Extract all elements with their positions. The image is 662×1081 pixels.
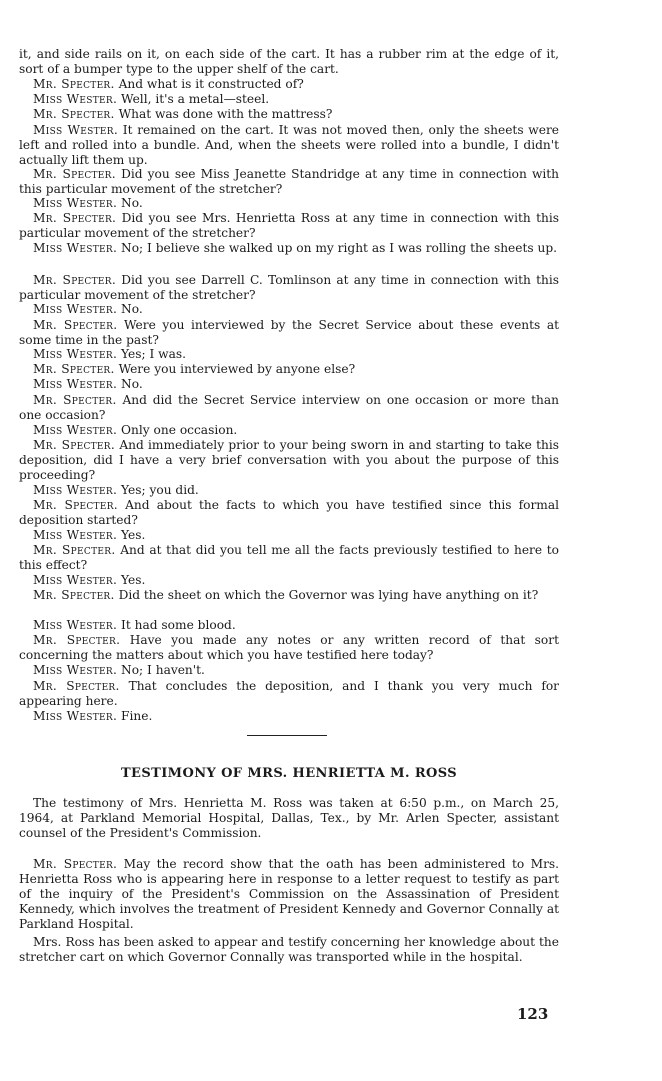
- speaker-label: Mr. Specter.: [33, 362, 115, 376]
- paragraph: Mr. Specter. Did the sheet on which the Governor was lying have anything on it?: [33, 588, 539, 602]
- speaker-label: Miss Wester.: [33, 241, 118, 255]
- intro-paragraph: The testimony of Mrs. Henrietta M. Ross was taken at 6:50 p.m., on March 25, 1964, at Parkland Memorial Hospital, Dallas, Tex., by Mr. Arlen Specter, assistant counsel of the President's Commission.: [19, 796, 559, 840]
- paragraph: Miss Wester. No.: [33, 302, 143, 316]
- paragraph: Miss Wester. No; I haven't.: [33, 663, 205, 677]
- speaker-label: Miss Wester.: [33, 302, 118, 316]
- speaker-label: Miss Wester.: [33, 528, 118, 542]
- paragraph: Miss Wester. It remained on the cart. It was not moved then, only the sheets were left and rolled into a bundle. And, when the sheets were rolled into a bundle, I didn't actually lift them up.: [19, 123, 559, 167]
- paragraph: Mr. Specter. That concludes the deposition, and I thank you very much for appearing here.: [19, 679, 559, 708]
- speaker-label: Miss Wester.: [33, 92, 118, 106]
- paragraph: Miss Wester. Only one occasion.: [33, 423, 238, 437]
- speaker-label: Miss Wester.: [33, 663, 118, 677]
- paragraph: Mr. Specter. May the record show that the oath has been administered to Mrs. Henrietta Ross who is appearing here in response to a letter request to testify as part of the inquiry of the President's Commission on the Assassination of President Kennedy, which involves the treatment of President Kennedy and Governor Connally at Parkland Hospital.: [19, 857, 560, 931]
- paragraph: Miss Wester. No; I believe she walked up on my right as I was rolling the sheets up.: [33, 241, 558, 255]
- speaker-label: Mr. Specter.: [33, 318, 118, 332]
- speaker-label: Mr. Specter.: [33, 588, 115, 602]
- page-number: 123: [517, 1005, 549, 1023]
- paragraph: Miss Wester. Yes; you did.: [33, 483, 199, 497]
- paragraph: Miss Wester. No.: [33, 377, 143, 391]
- paragraph: Miss Wester. Yes.: [33, 573, 146, 587]
- testimony-heading: TESTIMONY OF MRS. HENRIETTA M. ROSS: [120, 766, 458, 781]
- speaker-label: Miss Wester.: [33, 573, 118, 587]
- paragraph: Mr. Specter. Have you made any notes or any written record of that sort concerning the matters about which you have testified here today?: [19, 633, 559, 662]
- paragraph: it, and side rails on it, on each side of the cart. It has a rubber rim at the edge of it, sort of a bumper type to the upper shelf of the cart.: [19, 47, 559, 76]
- speaker-label: Mr. Specter.: [33, 438, 116, 452]
- speaker-label: Miss Wester.: [33, 196, 118, 210]
- speaker-label: Miss Wester.: [33, 347, 118, 361]
- speaker-label: Mr. Specter.: [33, 393, 117, 407]
- paragraph: Mr. Specter. And did the Secret Service interview on one occasion or more than one occasion?: [19, 393, 560, 422]
- paragraph: Mr. Specter. And about the facts to which you have testified since this formal deposition started?: [19, 498, 560, 527]
- speaker-label: Mr. Specter.: [33, 498, 118, 512]
- paragraph: Mrs. Ross has been asked to appear and testify concerning her knowledge about the stretcher cart on which Governor Connally was transported while in the hospital.: [19, 935, 559, 964]
- speaker-label: Mr. Specter.: [33, 77, 115, 91]
- paragraph: Mr. Specter. Were you interviewed by the Secret Service about these events at some time in the past?: [19, 318, 560, 347]
- paragraph: Mr. Specter. What was done with the mattress?: [33, 107, 333, 121]
- speaker-label: Miss Wester.: [33, 377, 118, 391]
- paragraph: Miss Wester. Yes.: [33, 528, 146, 542]
- paragraph: Miss Wester. Fine.: [33, 709, 153, 723]
- speaker-label: Mr. Specter.: [33, 211, 117, 225]
- paragraph: Mr. Specter. Did you see Mrs. Henrietta Ross at any time in connection with this particular movement of the stretcher?: [19, 211, 560, 240]
- paragraph: Mr. Specter. And what is it constructed of?: [33, 77, 304, 91]
- speaker-label: Miss Wester.: [33, 618, 118, 632]
- speaker-label: Mr. Specter.: [33, 107, 115, 121]
- paragraph: Miss Wester. No.: [33, 196, 143, 210]
- speaker-label: Miss Wester.: [33, 709, 118, 723]
- speaker-label: Miss Wester.: [33, 423, 118, 437]
- speaker-label: Mr. Specter.: [33, 857, 118, 871]
- paragraph: Mr. Specter. Did you see Darrell C. Tomlinson at any time in connection with this particular movement of the stretcher?: [19, 273, 560, 302]
- speaker-label: Mr. Specter.: [33, 273, 117, 287]
- paragraph: Mr. Specter. And immediately prior to your being sworn in and starting to take this deposition, did I have a very brief conversation with you about the purpose of this proceeding?: [19, 438, 560, 482]
- speaker-label: Miss Wester.: [33, 123, 119, 137]
- paragraph: Mr. Specter. Did you see Miss Jeanette Standridge at any time in connection with this particular movement of the stretcher?: [19, 167, 560, 196]
- paragraph: Miss Wester. It had some blood.: [33, 618, 236, 632]
- paragraph: Miss Wester. Yes; I was.: [33, 347, 186, 361]
- speaker-label: Mr. Specter.: [33, 543, 116, 557]
- section-divider: [247, 735, 327, 736]
- paragraph: Mr. Specter. Were you interviewed by anyone else?: [33, 362, 356, 376]
- paragraph: Mr. Specter. And at that did you tell me all the facts previously testified to here to this effect?: [19, 543, 560, 572]
- speaker-label: Mr. Specter.: [33, 167, 116, 181]
- speaker-label: Mr. Specter.: [33, 679, 120, 693]
- paragraph: Miss Wester. Well, it's a metal—steel.: [33, 92, 270, 106]
- speaker-label: Mr. Specter.: [33, 633, 121, 647]
- speaker-label: Miss Wester.: [33, 483, 118, 497]
